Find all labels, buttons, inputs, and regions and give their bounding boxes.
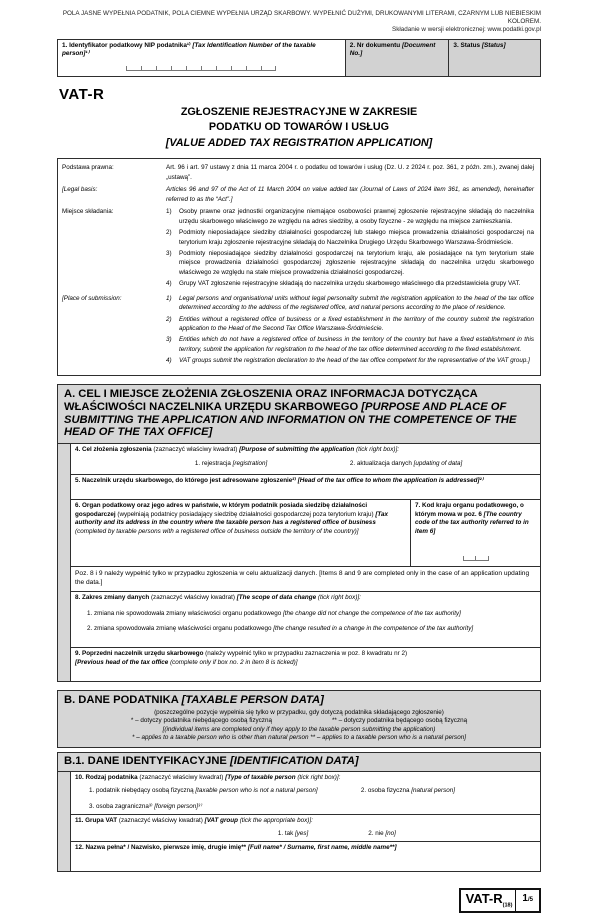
field-5-tax-office-head[interactable] [71,475,540,500]
note-8-9-pl: Poz. 8 i 9 należy wypełnić tylko w przypadku zgłoszenia w celu aktualizacji danych. [75,570,320,578]
section-a-fields [57,444,541,682]
vat-r-form-page [57,10,541,913]
place-item [166,279,534,288]
field-9-label-en: [Previous head of the tax office [75,658,171,666]
place-items-pl [166,207,534,291]
field-7-country-code [411,500,540,566]
option-non-natural-person[interactable] [75,787,361,796]
option-yes[interactable] [278,830,308,839]
option-label-en: [foreign person]³⁾ [154,802,202,810]
fields-6-7-row [71,500,540,566]
nip-label-en: [Tax Identification Number of the taxable person]¹⁾ [62,41,316,57]
field-8-note-pl: (zaznaczyć właściwy kwadrat) [150,594,237,602]
place-label-en: [Place of submission: [62,294,122,302]
item-number: 3) [166,249,172,257]
field-8-label-pl: 8. Zakres zmiany danych [75,594,151,602]
legal-basis-row-en [62,185,534,204]
field-4-label [75,446,536,455]
option-label-pl: 3. osoba zagraniczna³⁾ [89,802,155,810]
place-item [166,315,534,334]
section-b1-header [57,752,541,772]
section-b-sub4: * – applies to a taxable person who is other than natural person ** – applies to a taxable person who is a natural person] [132,734,466,742]
field-6-label-en: [Tax authority and its address in the country where the taxable person has a registered office of business [75,510,389,527]
item-text: Legal persons and organisational units without legal personality submit the registration application to the head of the tax office determined according to the address of the registered office, and natural persons according to the place of residence. [179,294,534,312]
field-6-note-en: (completed by taxable persons with a registered office of business outside the territory of the country)] [75,527,359,535]
section-b-subnotes [64,709,534,743]
comb-cell [463,556,476,561]
comb-cell [231,66,246,71]
section-a-title-en: [PURPOSE AND PLACE OF SUBMITTING THE APPLICATION AND INFORMATION ON THE COMPETENCE OF THE HEAD OF THE TAX OFFICE] [64,400,517,439]
section-a-title-pl: A. CEL I MIEJSCE ZŁOŻENIA ZGŁOSZENIA ORAZ INFORMACJA DOTYCZĄCA WŁAŚCIWOŚCI NACZELNIKA URZĘDU SKARBOWEGO [64,387,478,413]
fill-instructions-notice [57,10,541,35]
item-number: 4) [166,357,172,365]
section-b1-title-pl: B.1. DANE IDENTYFIKACYJNE [64,754,230,767]
item-text: Osoby prawne oraz jednostki organizacyjne niemające osobowości prawnej zgłoszenie rejestracyjne składają do naczelnika urzędu skarbowego właściwego ze względu na adres siedziby, a osoby fizyczne - ze względu na miejsce zamieszkania. [179,208,534,225]
option-label-en: [the change did not change the competence of the tax authority] [283,609,461,617]
option-no[interactable] [368,830,396,839]
section-b1-fields [57,772,541,873]
left-margin-strip [58,772,71,872]
status-box [448,40,540,76]
field-7-label [415,502,536,536]
field-11-options [75,830,536,839]
place-of-submission-row-en [62,294,534,368]
status-label-pl: 3. Status [453,41,482,49]
form-title-line3: [VALUE ADDED TAX REGISTRATION APPLICATION] [165,136,433,149]
field-8-label-en: [The scope of data change [236,594,318,602]
field-9-label-pl: 9. Poprzedni naczelnik urzędu skarbowego [75,650,206,658]
field-8-note-en: (tick right box)]: [317,594,361,602]
footer-version: (18) [502,902,513,909]
option-label-pl: 2. nie [368,829,386,837]
field-12-full-name[interactable] [71,842,540,871]
item-text: Entities without a registered office of business or a fixed establishment in the territory of the country submit the registration application to the Head of the Second Tax Office Warszawa-Śródmieście. [179,315,534,332]
item-number: 1) [166,208,172,216]
section-b-sub3: [(individual items are completed only if they apply to the taxable person submitting the application) [162,725,436,733]
legal-basis-text-en: Articles 96 and 97 of the Act of 11 March 2004 on value added tax (Journal of Laws of 2024 item 361, as amended), hereinafter referred to as the “Act”.] [166,186,534,203]
nip-comb-input[interactable] [126,66,276,71]
option-label-pl: 1. rejestracja [194,459,233,467]
place-items-en [166,294,534,368]
field-10-label [75,774,536,783]
comb-cell [201,66,216,71]
item-text: Entities which do not have a registered office of business in the territory of the country but have a fixed establishment in this territory, submit the application for registration to the head of the tax office determined according to the fixed establishment. [179,336,534,353]
place-of-submission-row-pl [62,207,534,291]
form-title-line1: ZGŁOSZENIE REJESTRACYJNE W ZAKRESIE [180,105,418,118]
option-label-en: [no] [385,829,396,837]
field-10-label-en: [Type of taxable person [225,773,298,781]
field-4-label-pl: 4. Cel złożenia zgłoszenia [75,446,154,454]
option-label-pl: 2. osoba fizyczna [360,787,412,795]
section-b-sub2b: ** – dotyczy podatnika będącego osobą fizyczną [331,717,468,725]
nip-label-pl: 1. Identyfikator podatkowy NIP podatnika¹⁾ [62,41,193,49]
item-text: Podmioty nieposiadające siedziby działalności gospodarczej na terytorium kraju, ale posiadające na tym terytorium stałe miejsce prowadzenia działalności gospodarczej zgłoszenie rejestracyjne składają do naczelnika urzędu skarbowego właściwego ze względu na stałe miejsce prowadzenia działalności gospodarczej. [179,249,534,276]
legal-basis-label-pl: Podstawa prawna: [62,164,114,172]
option-label-en: [yes] [294,829,309,837]
comb-cell [246,66,261,71]
notice-line-2: Składanie w wersji elektronicznej: www.podatki.gov.pl [392,26,541,34]
field-9-previous-head[interactable] [71,648,540,681]
option-label-pl: 1. podatnik niebędący osobą fizyczną [89,787,196,795]
field-8-label [75,594,536,603]
item-text: Grupy VAT zgłoszenie rejestracyjne składają do naczelnika urzędu skarbowego właściwego dla przedstawiciela grupy VAT. [179,280,521,288]
place-item [166,335,534,354]
field-6-label-pl: 6. Organ podatkowy oraz jego adres w państwie, w którym podatnik posiada siedzibę działalności gospodarczej [75,502,368,518]
option-label-en: [natural person] [411,787,455,795]
field-11-label [75,817,536,826]
field-10-taxpayer-type [71,772,540,816]
place-item [166,356,534,365]
item-number: 1) [166,294,172,302]
place-item [166,249,534,277]
field-7-label-en: [The country code of the tax authority referred to in item 6] [415,510,529,535]
status-label-en: [Status] [481,41,506,49]
comb-cell [126,66,141,71]
field-5-label-en: [Head of the tax office to whom the application is addressed]²⁾ [297,477,484,485]
option-label-en: [updating of data] [413,459,463,467]
option-label-en: [the change resulted in a change in the competence of the tax authority] [273,625,474,633]
section-b-header [57,690,541,748]
page-footer [57,888,541,913]
document-no-label-en: [Document No.] [349,41,436,57]
option-label-pl: 1. tak [277,829,295,837]
legal-basis-text-pl: Art. 96 i art. 97 ustawy z dnia 11 marca 2004 r. o podatku od towarów i usług (Dz. U. z 2024 r. poz. 361, z późn. zm.), zwanej dalej „ustawą”. [166,164,534,181]
left-margin-strip [58,444,71,681]
legal-basis-row-pl [62,163,534,182]
form-title [57,105,541,152]
item-number: 3) [166,336,172,344]
footer-page-total: /5 [527,897,533,904]
legal-basis-label-en: [Legal basis: [62,186,98,194]
field-11-label-pl: 11. Grupa VAT [75,817,119,825]
option-label-en: [taxable person who is not a natural person] [195,787,318,795]
place-item [166,294,534,313]
section-b1-title-en: [IDENTIFICATION DATA] [229,754,359,767]
nip-field-box [58,40,345,76]
field-6-tax-authority[interactable] [71,500,411,566]
item-number: 4) [166,280,172,288]
form-code: VAT-R [59,85,105,103]
field-6-note-pl: (wypełniają podatnicy posiadający siedzibę działalności gospodarczej poza terytorium kraju) [117,510,376,518]
document-no-label-pl: 2. Nr dokumentu [349,41,402,49]
comb-cell [216,66,231,71]
legal-basis-box [57,158,541,375]
option-competence-changed[interactable] [87,625,536,634]
option-label-pl: 1. zmiana nie spowodowała zmiany właściwości organu podatkowego [87,609,284,617]
items-8-9-note [71,566,540,592]
field-9-note-pl: (należy wypełnić tylko w przypadku zaznaczenia w poz. 8 kwadratu nr 2) [205,650,408,658]
section-b-sub2 [64,717,534,726]
field-4-purpose [71,444,540,475]
item-text: Podmioty nieposiadające siedziby działalności gospodarczej lub stałego miejsca prowadzenia działalności gospodarczej na terytorium kraju zgłoszenie rejestracyjne składają do Naczelnika Drugiego Urzędu Skarbowego Warszawa-Śródmieście. [179,229,534,246]
field-9-note-en: (complete only if box no. 2 in item 8 is ticked)] [170,658,298,666]
field-10-options-row [75,787,536,796]
option-label-en: [registration] [232,459,268,467]
field-12-label-en: [Full name* / Surname, first name, middle name**] [247,844,397,852]
form-title-line2: PODATKU OD TOWARÓW I USŁUG [208,121,390,134]
comb-cell [186,66,201,71]
footer-page-indicator [516,890,539,911]
form-version-box [459,888,541,913]
place-label-pl: Miejsce składania: [62,208,114,216]
field-8-scope-of-change [71,592,540,648]
field-12-label-pl: 12. Nazwa pełna* / Nazwisko, pierwsze imię, drugie imię** [75,844,248,852]
field-5-label [75,477,536,486]
option-update-data[interactable] [350,460,462,469]
field-11-vat-group [71,815,540,842]
field-11-note-pl: (zaznaczyć właściwy kwadrat) [118,817,205,825]
field-4-label-en: [Purpose of submitting the application [239,446,356,454]
field-6-label [75,502,406,536]
comb-cell [261,66,277,71]
section-b-title-en: [TAXABLE PERSON DATA] [181,694,324,707]
header-id-row [57,39,541,77]
field-11-note-en: (tick the appropriate box)]: [239,817,313,825]
comb-cell [475,556,489,561]
comb-cell [171,66,186,71]
note-8-9-en: [Items 8 and 9 are completed only in the case of an application updating the data.] [75,570,530,587]
section-b-sub1: (poszczególne pozycje wypełnia się tylko w przypadku, gdy dotyczą podatnika składającego zgłoszenie) [154,708,444,716]
section-b-title-pl: B. DANE PODATNIKA [64,694,182,707]
item-text: VAT groups submit the registration declaration to the head of the tax office competent for the representative of the VAT group.] [179,357,530,365]
field-7-label-pl: 7. Kod kraju organu podatkowego, o którym mowa w poz. 6 [415,502,524,518]
field-5-label-pl: 5. Naczelnik urzędu skarbowego, do którego jest adresowane zgłoszenie²⁾ [75,477,298,485]
field-9-label [75,650,536,667]
footer-code-text: VAT-R [465,891,503,907]
option-foreign-person[interactable] [89,803,536,812]
footer-page-number: 1 [522,893,528,905]
field-4-note-pl: (zaznaczyć właściwy kwadrat) [153,446,240,454]
notice-line-1: POLA JASNE WYPEŁNIA PODATNIK, POLA CIEMNE WYPEŁNIA URZĄD SKARBOWY. WYPEŁNIĆ DUŻYMI, DRUKOWANYMI LITERAMI, CZARNYM LUB NIEBIESKIM KOLOREM. [62,10,541,26]
field-10-label-pl: 10. Rodzaj podatnika [75,773,140,781]
field-10-note-pl: (zaznaczyć właściwy kwadrat) [139,773,226,781]
footer-form-code [461,890,517,911]
item-number: 2) [166,229,172,237]
place-item [166,207,534,226]
comb-cell [156,66,171,71]
option-natural-person[interactable] [361,787,536,796]
country-code-comb-input[interactable] [463,556,489,561]
field-11-label-en: [VAT group [204,817,240,825]
option-label-pl: 2. zmiana spowodowała zmianę właściwości organu podatkowego [87,625,274,633]
comb-cell [141,66,156,71]
section-b-sub2a: * – dotyczy podatnika niebędącego osobą fizyczną [130,717,272,725]
option-registration[interactable] [195,460,267,469]
section-a-header [57,384,541,445]
place-item [166,228,534,247]
item-number: 2) [166,315,172,323]
option-label-pl: 2. aktualizacja danych [349,459,414,467]
field-4-options [75,460,536,470]
option-no-competence-change[interactable] [87,610,536,619]
document-no-box [345,40,449,76]
field-10-note-en: (tick right box)]: [297,773,341,781]
field-4-note-en: (tick right box)]: [355,446,400,454]
